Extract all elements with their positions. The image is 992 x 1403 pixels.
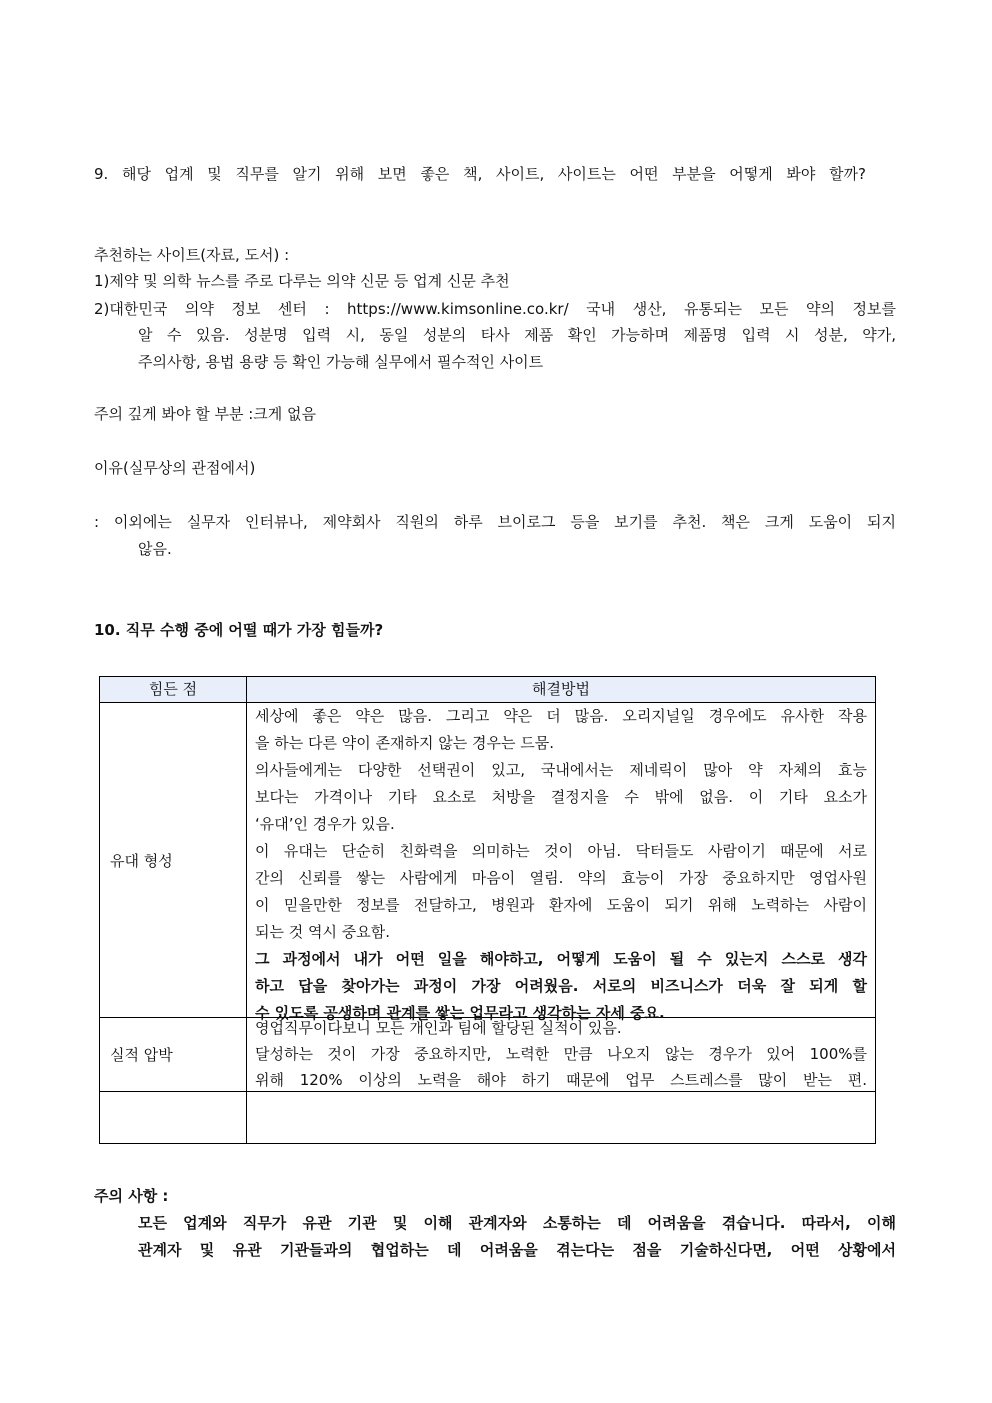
q9-title: 9. 해당 업계 및 직무를 알기 위해 보면 좋은 책, 사이트, 사이트는 어떤 부분을 어떻게 봐야 할까? (94, 165, 866, 183)
solution-line: 간의 신뢰를 쌓는 사람에게 마음이 열림. 약의 효능이 가장 중요하지만 영업사원 (255, 869, 867, 887)
table-row (100, 703, 876, 1018)
caution-text: 주의 깊게 봐야 할 부분 :크게 없음 (94, 405, 317, 423)
recommend-heading: 추천하는 사이트(자료, 도서) : (94, 246, 290, 264)
solution-line: 을 하는 다른 약이 존재하지 않는 경우는 드뭄. (255, 734, 554, 752)
row-label-bond: 유대 형성 (100, 703, 247, 1018)
reason-line-1: : 이외에는 실무자 인터뷰나, 제약회사 직원의 하루 브이로그 등을 보기를 추천. 책은 크게 도움이 되지 (94, 513, 896, 531)
solution-bold-line: 그 과정에서 내가 어떤 일을 해야하고, 어떻게 도움이 될 수 있는지 스스로 생각 (255, 950, 867, 968)
header-solution: 해결방법 (247, 677, 876, 703)
solution-line: 의사들에게는 다양한 선택권이 있고, 국내에서는 제네릭이 많아 약 자체의 효능 (255, 761, 867, 779)
notes-line-1: 모든 업계와 직무가 유관 기관 및 이해 관계자와 소통하는 데 어려움을 겪습니다. 따라서, 이해 (138, 1214, 896, 1232)
row-solution-performance (247, 1018, 876, 1092)
empty-cell (247, 1092, 876, 1144)
empty-cell (100, 1092, 247, 1144)
solution-line: 세상에 좋은 약은 많음. 그리고 약은 더 많음. 오리지널일 경우에도 유사한 작용 (255, 707, 867, 725)
row-label-performance: 실적 압박 (100, 1018, 247, 1092)
solution-line: 되는 것 역시 중요함. (255, 923, 390, 941)
solution-line: 영업직무이다보니 모든 개인과 팀에 할당된 실적이 있음. (255, 1019, 622, 1037)
solution-line: 이 유대는 단순히 친화력을 의미하는 것이 아님. 닥터들도 사람이기 때문에 서로 (255, 842, 867, 860)
solution-bold-line: 수 있도록 공생하며 관계를 쌓는 업무라고 생각하는 자세 중요. (255, 1004, 665, 1022)
reason-heading: 이유(실무상의 관점에서) (94, 459, 256, 477)
recommend-item-2-line-3: 주의사항, 용법 용량 등 확인 가능해 실무에서 필수적인 사이트 (138, 353, 544, 371)
notes-heading: 주의 사항 : (94, 1187, 169, 1205)
solution-line: 달성하는 것이 가장 중요하지만, 노력한 만큼 나오지 않는 경우가 있어 100%를 (255, 1045, 867, 1063)
solution-line: 보다는 가격이나 기타 요소로 처방을 결정지을 수 밖에 없음. 이 기타 요소가 (255, 788, 867, 806)
reason-line-2: 않음. (138, 540, 172, 558)
row-solution-bond (247, 703, 876, 1022)
solution-bold-line: 하고 답을 찾아가는 과정이 가장 어려웠음. 서로의 비즈니스가 더욱 잘 되게 할 (255, 977, 867, 995)
solution-line: 위해 120% 이상의 노력을 해야 하기 때문에 업무 스트레스를 많이 받는 편. (255, 1071, 867, 1089)
solution-line: 이 믿을만한 정보를 전달하고, 병원과 환자에 도움이 되기 위해 노력하는 사람이 (255, 896, 867, 914)
q10-title: 10. 직무 수행 중에 어떨 때가 가장 힘들까? (94, 621, 384, 639)
recommend-item-1: 1)제약 및 의학 뉴스를 주로 다루는 의약 신문 등 업계 신문 추천 (94, 272, 510, 290)
solution-line: ‘유대’인 경우가 있음. (255, 815, 395, 833)
table-row (100, 1018, 876, 1092)
table-header-row (100, 677, 876, 703)
table-row-empty (100, 1092, 876, 1144)
difficulty-table (99, 676, 876, 1144)
recommend-item-2-line-1: 2)대한민국 의약 정보 센터 : https://www.kimsonline.co.kr/ 국내 생산, 유통되는 모든 약의 정보를 (94, 300, 896, 318)
header-difficulty: 힘든 점 (100, 677, 247, 703)
notes-line-2: 관계자 및 유관 기관들과의 협업하는 데 어려움을 겪는다는 점을 기술하신다면, 어떤 상황에서 (138, 1241, 896, 1259)
recommend-item-2-line-2: 알 수 있음. 성분명 입력 시, 동일 성분의 타사 제품 확인 가능하며 제품명 입력 시 성분, 약가, (138, 326, 896, 344)
